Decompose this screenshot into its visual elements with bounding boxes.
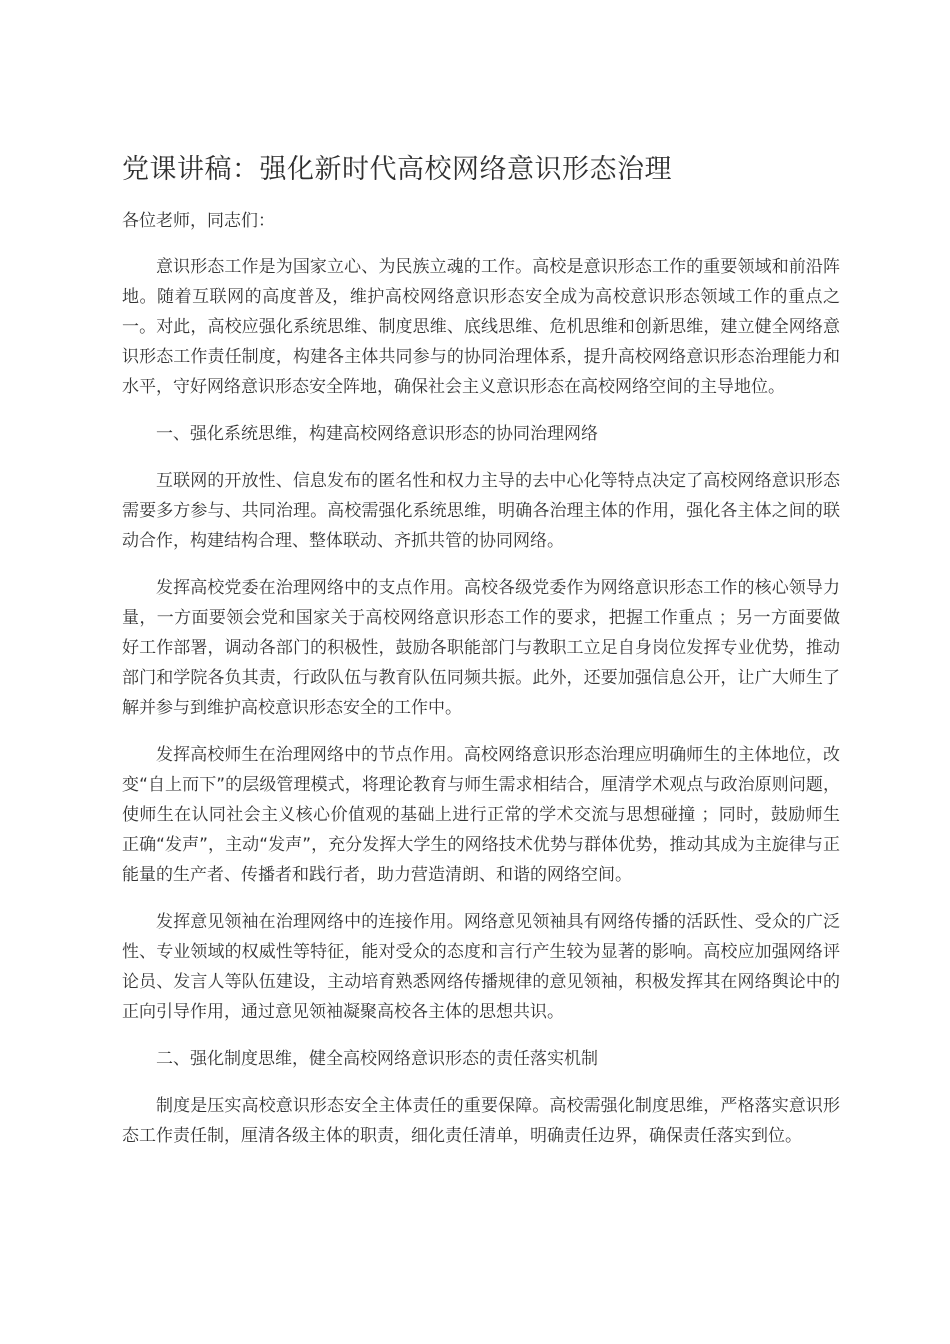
paragraph-3: 发挥高校师生在治理网络中的节点作用。高校网络意识形态治理应明确师生的主体地位，改变“自上而下”的层级管理模式，将理论教育与师生需求相结合，厘清学术观点与政治原则问题，使师生在认同社会主义核心价值观的基础上进行正常的学术交流与思想碰撞 ；同时，鼓励师生正确“发声”，主动“发声”，充分发挥大学生的网络技术优势与群体优势，推动其成为主旋律与正能量的生产者、传播者和践行者，助力营造清朗、和谐的网络空间。 bbox=[122, 745, 840, 885]
paragraph-4: 发挥意见领袖在治理网络中的连接作用。网络意见领袖具有网络传播的活跃性、受众的广泛性、专业领域的权威性等特征，能对受众的态度和言行产生较为显著的影响。高校应加强网络评论员、发言人等队伍建设，主动培育熟悉网络传播规律的意见领袖，积极发挥其在网络舆论中的正向引导作用，通过意见领袖凝聚高校各主体的思想共识。 bbox=[122, 912, 840, 1022]
paragraph-intro: 意识形态工作是为国家立心、为民族立魂的工作。高校是意识形态工作的重要领域和前沿阵地。随着互联网的高度普及，维护高校网络意识形态安全成为高校意识形态领域工作的重点之一。对此，高校应强化系统思维、制度思维、底线思维、危机思维和创新思维，建立健全网络意识形态工作责任制度，构建各主体共同参与的协同治理体系，提升高校网络意识形态治理能力和水平，守好网络意识形态安全阵地，确保社会主义意识形态在高校网络空间的主导地位。 bbox=[122, 257, 840, 397]
document-page bbox=[122, 150, 840, 1168]
section-heading-2: 二、强化制度思维，健全高校网络意识形态的责任落实机制 bbox=[156, 1049, 598, 1069]
greeting: 各位老师，同志们： bbox=[122, 211, 275, 231]
paragraph-2: 发挥高校党委在治理网络中的支点作用。高校各级党委作为网络意识形态工作的核心领导力量，一方面要领会党和国家关于高校网络意识形态工作的要求，把握工作重点 ；另一方面要做好工作部署，调动各部门的积极性，鼓励各职能部门与教职工立足自身岗位发挥专业优势，推动部门和学院各负其责，行政队伍与教育队伍同频共振。此外，还要加强信息公开，让广大师生了解并参与到维护高校意识形态安全的工作中。 bbox=[122, 578, 840, 718]
section-heading-1: 一、强化系统思维，构建高校网络意识形态的协同治理网络 bbox=[156, 424, 598, 444]
document-title: 党课讲稿：强化新时代高校网络意识形态治理 bbox=[122, 154, 672, 185]
paragraph-5: 制度是压实高校意识形态安全主体责任的重要保障。高校需强化制度思维，严格落实意识形态工作责任制，厘清各级主体的职责，细化责任清单，明确责任边界，确保责任落实到位。 bbox=[122, 1096, 840, 1146]
paragraph-1: 互联网的开放性、信息发布的匿名性和权力主导的去中心化等特点决定了高校网络意识形态需要多方参与、共同治理。高校需强化系统思维，明确各治理主体的作用，强化各主体之间的联动合作，构建结构合理、整体联动、齐抓共管的协同网络。 bbox=[122, 471, 840, 551]
